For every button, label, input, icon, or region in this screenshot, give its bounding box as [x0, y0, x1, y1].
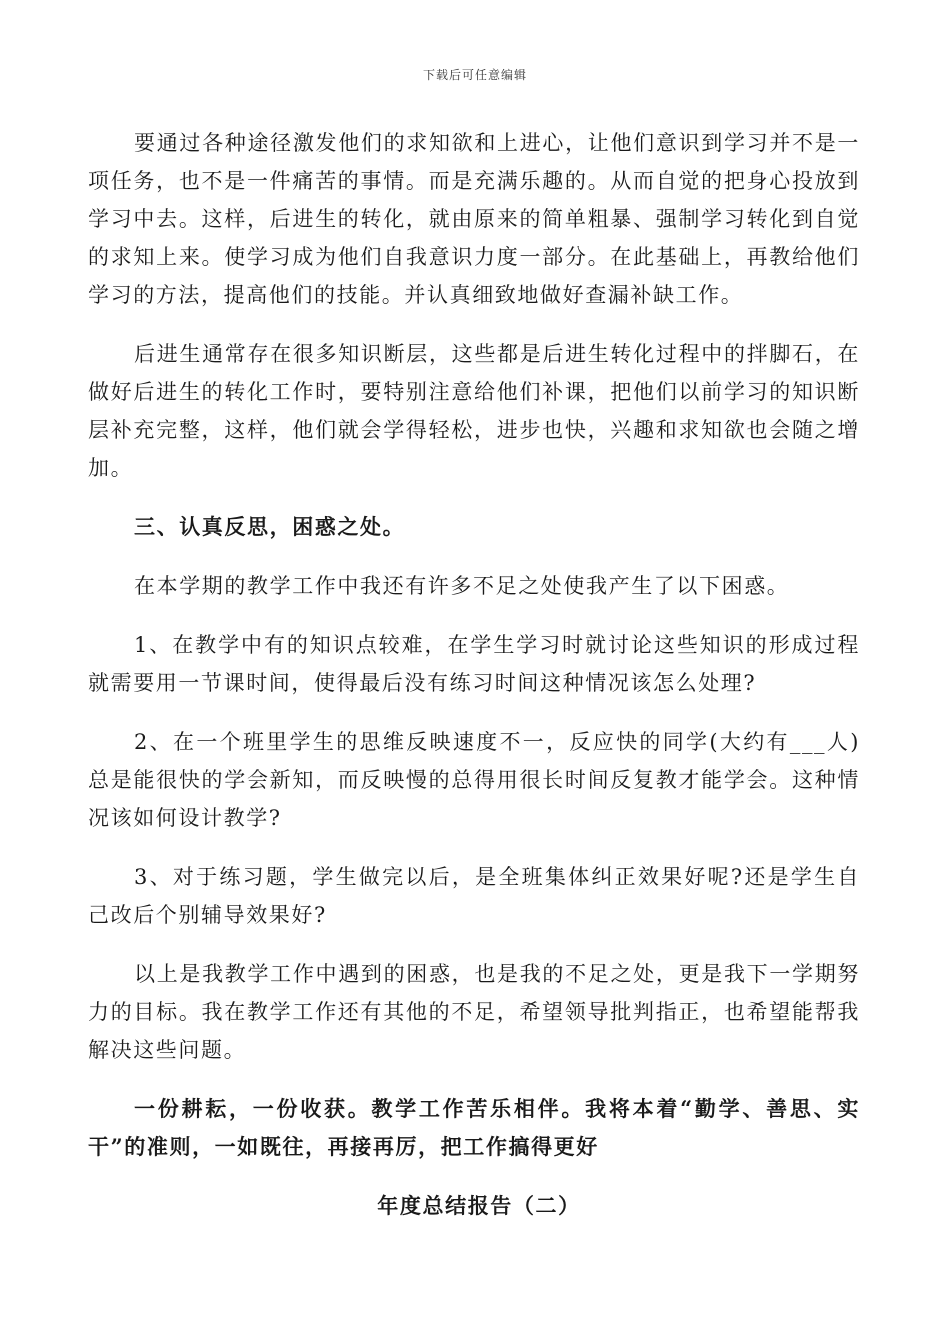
paragraph-knowledge-gaps: 后进生通常存在很多知识断层，这些都是后进生转化过程中的拌脚石，在做好后进生的转化工作时，要特别注意给他们补课，把他们以前学习的知识断层补充完整，这样，他们就会学得轻松，进步也快，兴趣和求知欲也会随之增加。 [88, 342, 860, 480]
paragraph-motivation: 要通过各种途径激发他们的求知欲和上进心，让他们意识到学习并不是一项任务，也不是一件痛苦的事情。而是充满乐趣的。从而自觉的把身心投放到学习中去。这样，后进生的转化，就由原来的简单粗暴、强制学习转化到自觉的求知上来。使学习成为他们自我意识力度一部分。在此基础上，再教给他们学习的方法，提高他们的技能。并认真细致地做好查漏补缺工作。 [88, 131, 860, 307]
list-item-confusion-1: 1、在教学中有的知识点较难，在学生学习时就讨论这些知识的形成过程就需要用一节课时间，使得最后没有练习时间这种情况该怎么处理? [88, 633, 860, 695]
paragraph-confusions-intro: 在本学期的教学工作中我还有许多不足之处使我产生了以下困惑。 [134, 574, 790, 598]
section-heading-reflection: 三、认真反思，困惑之处。 [134, 514, 406, 539]
header-note: 下载后可任意编辑 [422, 68, 527, 82]
list-item-confusion-2: 2、在一个班里学生的思维反映速度不一，反应快的同学(大约有___人)总是能很快的学会新知，而反映慢的总得用很长时间反复教才能学会。这种情况该如何设计教学? [88, 730, 860, 830]
paragraph-closing: 一份耕耘，一份收获。教学工作苦乐相伴。我将本着“勤学、善思、实干”的准则，一如既往，再接再厉，把工作搞得更好 [88, 1096, 860, 1159]
list-item-confusion-3: 3、对于练习题，学生做完以后，是全班集体纠正效果好呢?还是学生自己改后个别辅导效果好? [88, 865, 860, 927]
paragraph-summary: 以上是我教学工作中遇到的困惑，也是我的不足之处，更是我下一学期努力的目标。我在教学工作还有其他的不足，希望领导批判指正，也希望能帮我解决这些问题。 [88, 962, 860, 1062]
document-body [88, 124, 860, 1225]
section-title: 年度总结报告（二） [377, 1193, 581, 1218]
